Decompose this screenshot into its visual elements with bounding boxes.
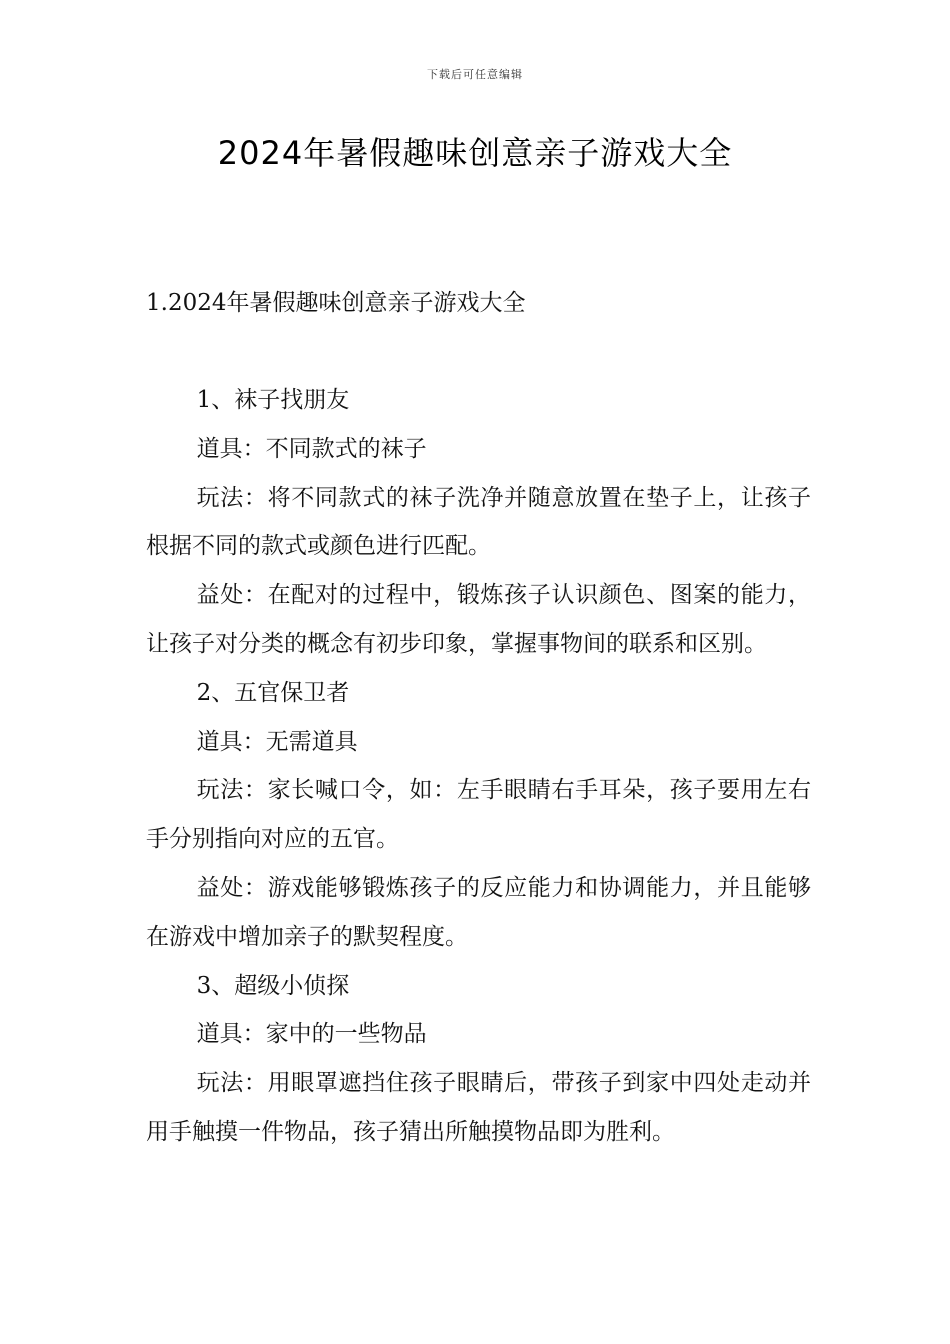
game-howto: 玩法：用眼罩遮挡住孩子眼睛后，带孩子到家中四处走动并用手触摸一件物品，孩子猜出所触摸物品即为胜利。 [146,1070,811,1145]
document-body [146,376,811,1157]
game-howto: 玩法：将不同款式的袜子洗净并随意放置在垫子上，让孩子根据不同的款式或颜色进行匹配。 [146,484,811,560]
game-props: 道具：无需道具 [196,728,358,755]
game-title: 2、五官保卫者 [196,679,350,706]
game-props: 道具：家中的一些物品 [196,1021,427,1048]
game-title: 1、袜子找朋友 [196,387,350,413]
game-benefit: 益处：在配对的过程中，锻炼孩子认识颜色、图案的能力，让孩子对分类的概念有初步印象，掌握事物间的联系和区别。 [146,582,811,657]
header-note: 下载后可任意编辑 [427,68,523,81]
section-heading: 1.2024年暑假趣味创意亲子游戏大全 [146,290,526,316]
game-benefit: 益处：游戏能够锻炼孩子的反应能力和协调能力，并且能够在游戏中增加亲子的默契程度。 [146,874,811,950]
game-howto: 玩法：家长喊口令，如：左手眼睛右手耳朵，孩子要用左右手分别指向对应的五官。 [146,777,811,853]
game-props: 道具：不同款式的袜子 [196,435,427,462]
document-title: 2024年暑假趣味创意亲子游戏大全 [217,134,733,172]
game-title: 3、超级小侦探 [196,972,350,999]
